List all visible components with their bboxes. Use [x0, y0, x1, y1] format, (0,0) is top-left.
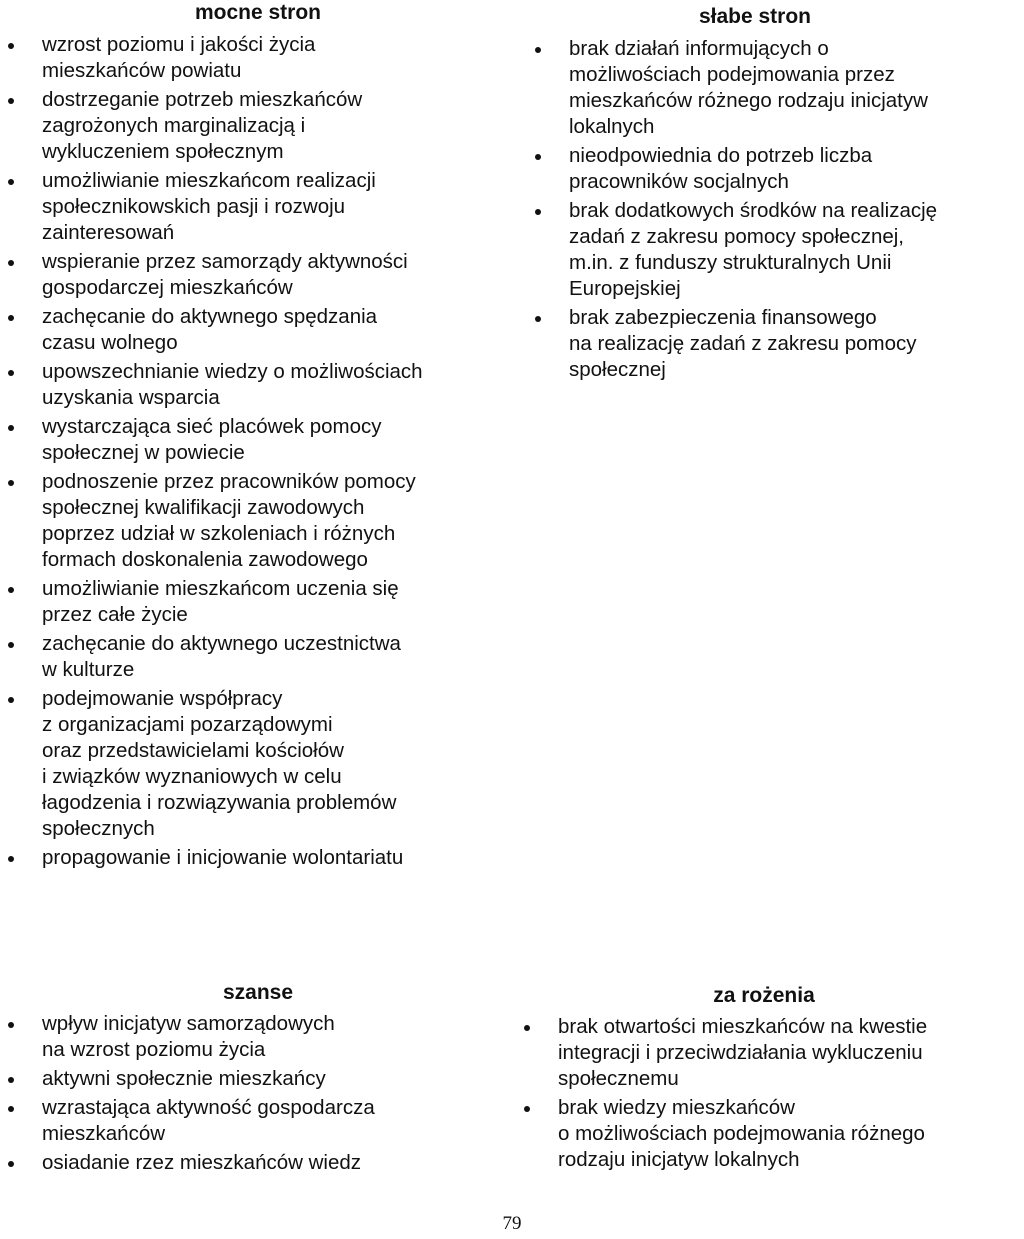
item-text-line: mieszkańców [42, 1122, 166, 1145]
list-item [524, 1095, 1019, 1173]
item-text-line: o możliwościach podejmowania różnego [558, 1122, 925, 1145]
bullet-icon [8, 179, 14, 185]
item-text-line: podejmowanie współpracy [42, 687, 283, 710]
item-text-line: gospodarczej mieszkańców [42, 276, 293, 299]
item-text-line: zagrożonych marginalizacją i [42, 114, 306, 137]
item-text-line: zachęcanie do aktywnego uczestnictwa [42, 632, 401, 655]
bullet-icon [8, 697, 14, 703]
bullet-icon [8, 370, 14, 376]
opportunities-heading: szanse [222, 981, 294, 1004]
bullet-icon [8, 856, 14, 862]
threats-section [524, 983, 1019, 1203]
item-text-line: propagowanie i inicjowanie wolontariatu [42, 846, 404, 869]
bullet-icon [8, 480, 14, 486]
bullet-icon [8, 1161, 14, 1167]
item-text-line: z organizacjami pozarządowymi [42, 713, 333, 736]
item-text-line: w kulturze [42, 658, 135, 681]
list-item [8, 469, 508, 573]
list-item [8, 1066, 508, 1092]
list-item [8, 359, 508, 411]
item-text-line: zainteresowań [42, 221, 175, 244]
item-text-line: upowszechnianie wiedzy o możliwościach [42, 360, 423, 383]
bullet-icon [8, 315, 14, 321]
item-text-line: oraz przedstawicielami kościołów [42, 739, 344, 762]
threats-list [524, 1014, 1019, 1176]
list-item [8, 1011, 508, 1063]
item-text-line: możliwościach podejmowania przez [569, 63, 895, 86]
item-text-line: czasu wolnego [42, 331, 178, 354]
item-text-line: aktywni społecznie mieszkańcy [42, 1067, 326, 1090]
item-text-line: lokalnych [569, 115, 655, 138]
item-text-line: pracowników socjalnych [569, 170, 789, 193]
item-text-line: umożliwianie mieszkańcom realizacji [42, 169, 376, 192]
list-item [8, 576, 508, 628]
threats-heading: za rożenia [713, 984, 815, 1007]
item-text-line: mieszkańców powiatu [42, 59, 242, 82]
list-item [535, 143, 1015, 195]
list-item [8, 87, 508, 165]
bullet-icon [8, 587, 14, 593]
item-text-line: na realizację zadań z zakresu pomocy [569, 332, 917, 355]
item-text-line: brak zabezpieczenia finansowego [569, 306, 877, 329]
weaknesses-heading: słabe stron [698, 5, 812, 28]
item-text-line: mieszkańców różnego rodzaju inicjatyw [569, 89, 928, 112]
item-text-line: nieodpowiednia do potrzeb liczba [569, 144, 873, 167]
bullet-icon [535, 47, 541, 53]
item-text-line: społecznemu [558, 1067, 679, 1090]
strengths-heading: mocne stron [194, 1, 322, 24]
item-text-line: dostrzeganie potrzeb mieszkańców [42, 88, 363, 111]
list-item [8, 304, 508, 356]
bullet-icon [8, 642, 14, 648]
list-item [8, 686, 508, 842]
item-text-line: zadań z zakresu pomocy społecznej, [569, 225, 905, 248]
item-text-line: brak działań informujących o [569, 37, 829, 60]
item-text-line: na wzrost poziomu życia [42, 1038, 266, 1061]
item-text-line: poprzez udział w szkoleniach i różnych [42, 522, 396, 545]
bullet-icon [8, 98, 14, 104]
weaknesses-section [535, 0, 1015, 420]
item-text-line: wykluczeniem społecznym [42, 140, 284, 163]
item-text-line: integracji i przeciwdziałania wykluczeniu [558, 1041, 923, 1064]
bullet-icon [8, 260, 14, 266]
item-text-line: Europejskiej [569, 277, 681, 300]
list-item [535, 305, 1015, 383]
opportunities-list [8, 1011, 508, 1179]
item-text-line: brak otwartości mieszkańców na kwestie [558, 1015, 928, 1038]
bullet-icon [535, 209, 541, 215]
bullet-icon [8, 1022, 14, 1028]
bullet-icon [8, 1077, 14, 1083]
item-text-line: formach doskonalenia zawodowego [42, 548, 368, 571]
item-text-line: podnoszenie przez pracowników pomocy [42, 470, 416, 493]
item-text-line: osiadanie rzez mieszkańców wiedz [42, 1151, 362, 1174]
item-text-line: społecznych [42, 817, 155, 840]
item-text-line: uzyskania wsparcia [42, 386, 220, 409]
item-text-line: społecznej [569, 358, 666, 381]
item-text-line: społecznikowskich pasji i rozwoju [42, 195, 346, 218]
bullet-icon [535, 154, 541, 160]
list-item [8, 845, 508, 871]
bullet-icon [8, 1106, 14, 1112]
page-number: 79 [502, 1213, 522, 1234]
strengths-list [8, 32, 508, 874]
item-text-line: społecznej kwalifikacji zawodowych [42, 496, 365, 519]
item-text-line: zachęcanie do aktywnego spędzania [42, 305, 378, 328]
item-text-line: wzrastająca aktywność gospodarcza [42, 1096, 375, 1119]
bullet-icon [524, 1025, 530, 1031]
item-text-line: wpływ inicjatyw samorządowych [42, 1012, 335, 1035]
item-text-line: brak dodatkowych środków na realizację [569, 199, 938, 222]
list-item [8, 631, 508, 683]
weaknesses-list [535, 36, 1015, 386]
bullet-icon [8, 425, 14, 431]
list-item [535, 36, 1015, 140]
bullet-icon [535, 316, 541, 322]
item-text-line: i związków wyznaniowych w celu [42, 765, 342, 788]
item-text-line: m.in. z funduszy strukturalnych Unii [569, 251, 892, 274]
item-text-line: rodzaju inicjatyw lokalnych [558, 1148, 800, 1171]
list-item [8, 1095, 508, 1147]
item-text-line: przez całe życie [42, 603, 188, 626]
item-text-line: brak wiedzy mieszkańców [558, 1096, 795, 1119]
item-text-line: wzrost poziomu i jakości życia [42, 33, 316, 56]
item-text-line: społecznej w powiecie [42, 441, 245, 464]
strengths-section [8, 0, 508, 960]
list-item [8, 1150, 508, 1176]
list-item [524, 1014, 1019, 1092]
list-item [535, 198, 1015, 302]
list-item [8, 414, 508, 466]
bullet-icon [8, 43, 14, 49]
item-text-line: wspieranie przez samorządy aktywności [42, 250, 408, 273]
bullet-icon [524, 1106, 530, 1112]
opportunities-section [8, 980, 508, 1200]
list-item [8, 168, 508, 246]
list-item [8, 32, 508, 84]
item-text-line: wystarczająca sieć placówek pomocy [42, 415, 382, 438]
item-text-line: łagodzenia i rozwiązywania problemów [42, 791, 397, 814]
item-text-line: umożliwianie mieszkańcom uczenia się [42, 577, 399, 600]
list-item [8, 249, 508, 301]
